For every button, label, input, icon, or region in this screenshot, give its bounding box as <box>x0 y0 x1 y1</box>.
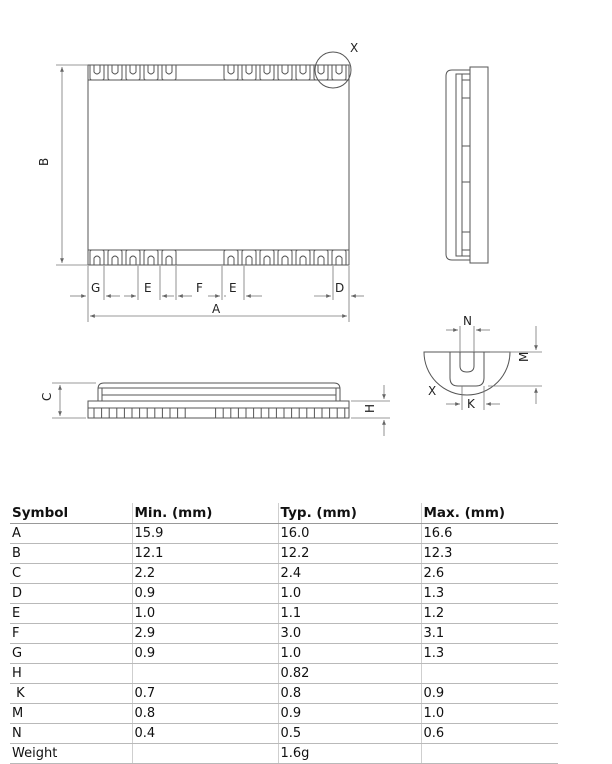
cell-typ: 2.4 <box>278 564 421 584</box>
cell-symbol: K <box>10 684 132 704</box>
castellation-pad <box>242 65 256 80</box>
side-view-right <box>446 67 488 263</box>
cell-typ: 12.2 <box>278 544 421 564</box>
cell-min: 2.2 <box>132 564 278 584</box>
castellation-pad <box>162 65 176 80</box>
cell-max: 1.2 <box>421 604 558 624</box>
cell-min: 0.4 <box>132 724 278 744</box>
table-header-row <box>10 503 558 524</box>
label-e-left: E <box>144 281 152 295</box>
castellation-pad <box>332 250 346 265</box>
cell-min <box>132 664 278 684</box>
cell-max: 1.0 <box>421 704 558 724</box>
table-row <box>10 664 558 684</box>
castellation-pad <box>314 65 328 80</box>
label-a: A <box>212 302 221 316</box>
castellation-pad <box>296 250 310 265</box>
cell-symbol: H <box>10 664 132 684</box>
cell-symbol: C <box>10 564 132 584</box>
top-view <box>37 41 364 322</box>
table-row <box>10 704 558 724</box>
cell-symbol: N <box>10 724 132 744</box>
label-g: G <box>91 281 101 295</box>
cell-min: 0.7 <box>132 684 278 704</box>
cell-symbol: B <box>10 544 132 564</box>
cell-typ: 16.0 <box>278 524 421 544</box>
cell-min: 15.9 <box>132 524 278 544</box>
cell-symbol: Weight <box>10 744 132 764</box>
cell-typ: 1.0 <box>278 644 421 664</box>
table-row <box>10 644 558 664</box>
cell-max: 12.3 <box>421 544 558 564</box>
cell-max <box>421 664 558 684</box>
castellation-pad <box>260 65 274 80</box>
castellation-pad <box>224 250 238 265</box>
col-header-max: Max. (mm) <box>421 503 558 524</box>
table-row <box>10 724 558 744</box>
castellation-pad <box>332 65 346 80</box>
cell-min: 0.9 <box>132 584 278 604</box>
cell-typ: 1.0 <box>278 584 421 604</box>
front-view <box>40 383 390 436</box>
label-b: B <box>37 157 51 166</box>
table-row <box>10 624 558 644</box>
cell-symbol: E <box>10 604 132 624</box>
col-header-typ: Typ. (mm) <box>278 503 421 524</box>
table-row <box>10 564 558 584</box>
castellation-pad <box>278 250 292 265</box>
table-row <box>10 524 558 544</box>
front-pad-ticks <box>94 408 345 418</box>
cell-max: 16.6 <box>421 524 558 544</box>
bottom-castellation-pads <box>90 250 346 265</box>
cell-symbol: F <box>10 624 132 644</box>
cell-min: 2.9 <box>132 624 278 644</box>
cell-typ: 3.0 <box>278 624 421 644</box>
cell-symbol: D <box>10 584 132 604</box>
label-m: M <box>517 351 531 362</box>
cell-min: 0.9 <box>132 644 278 664</box>
castellation-pad <box>108 250 122 265</box>
detail-x-view <box>424 314 542 411</box>
label-d: D <box>335 281 345 295</box>
castellation-pad <box>90 250 104 265</box>
cell-typ: 0.5 <box>278 724 421 744</box>
castellation-pad <box>108 65 122 80</box>
cell-symbol: A <box>10 524 132 544</box>
cell-typ: 0.82 <box>278 664 421 684</box>
cell-min: 0.8 <box>132 704 278 724</box>
label-n: N <box>463 314 472 328</box>
cell-max: 1.3 <box>421 584 558 604</box>
cell-max: 2.6 <box>421 564 558 584</box>
label-f: F <box>196 281 203 295</box>
col-header-symbol: Symbol <box>10 503 132 524</box>
cell-typ: 0.8 <box>278 684 421 704</box>
castellation-pad <box>126 65 140 80</box>
cell-typ: 0.9 <box>278 704 421 724</box>
label-k: K <box>467 397 475 411</box>
label-c: C <box>40 392 54 401</box>
label-x-top: X <box>350 41 359 55</box>
label-x-detail: X <box>428 384 437 398</box>
castellation-pad <box>162 250 176 265</box>
cell-max: 0.9 <box>421 684 558 704</box>
table-row <box>10 604 558 624</box>
castellation-pad <box>144 250 158 265</box>
table-row <box>10 684 558 704</box>
castellation-pad <box>260 250 274 265</box>
table-row <box>10 544 558 564</box>
castellation-pad <box>90 65 104 80</box>
cell-typ: 1.6g <box>278 744 421 764</box>
cell-min: 1.0 <box>132 604 278 624</box>
table-row <box>10 584 558 604</box>
top-castellation-pads <box>90 65 346 80</box>
cell-max: 1.3 <box>421 644 558 664</box>
cell-symbol: G <box>10 644 132 664</box>
label-h: H <box>363 403 377 413</box>
castellation-pad <box>242 250 256 265</box>
castellation-pad <box>224 65 238 80</box>
cell-max: 3.1 <box>421 624 558 644</box>
castellation-pad <box>296 65 310 80</box>
castellation-pad <box>144 65 158 80</box>
castellation-pad <box>314 250 328 265</box>
cell-min: 12.1 <box>132 544 278 564</box>
cell-typ: 1.1 <box>278 604 421 624</box>
dimension-table <box>10 503 558 764</box>
castellation-pad <box>126 250 140 265</box>
cell-symbol: M <box>10 704 132 724</box>
castellation-pad <box>278 65 292 80</box>
col-header-min: Min. (mm) <box>132 503 278 524</box>
cell-max: 0.6 <box>421 724 558 744</box>
label-e-right: E <box>229 281 237 295</box>
